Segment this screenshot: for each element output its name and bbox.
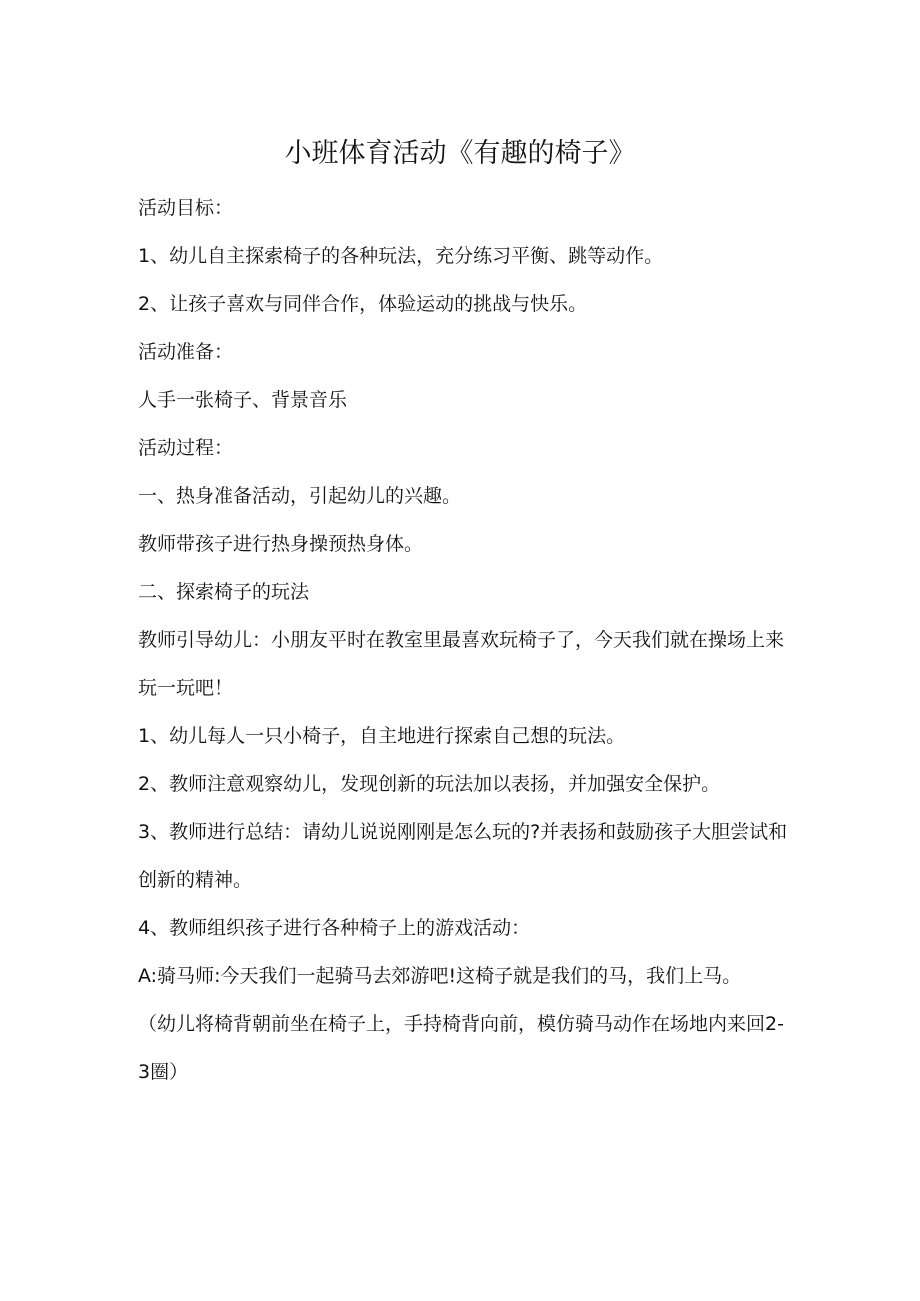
game-a-text: A:骑马师:今天我们一起骑马去郊游吧!这椅子就是我们的马，我们上马。	[138, 965, 742, 987]
process-step-1-text: 教师带孩子进行热身操预热身体。	[138, 533, 424, 555]
goal-item-1: 1、幼儿自主探索椅子的各种玩法，充分练习平衡、跳等动作。	[138, 245, 664, 267]
exploration-item-1: 1、幼儿每人一只小椅子，自主地进行探索自己想的玩法。	[138, 725, 626, 747]
teacher-guidance-text: 教师引导幼儿：小朋友平时在教室里最喜欢玩椅子了，今天我们就在操场上来玩一玩吧！	[138, 629, 785, 699]
goal-item-2: 2、让孩子喜欢与同伴合作，体验运动的挑战与快乐。	[138, 293, 588, 315]
game-a-note: （幼儿将椅背朝前坐在椅子上，手持椅背向前，模仿骑马动作在场地内来回2-3圈）	[138, 1013, 784, 1083]
document-title: 小班体育活动《有趣的椅子》	[284, 138, 636, 169]
section-heading-process: 活动过程：	[138, 437, 234, 459]
section-heading-goals: 活动目标：	[138, 197, 234, 219]
exploration-item-3: 3、教师进行总结：请幼儿说说刚刚是怎么玩的?并表扬和鼓励孩子大胆尝试和创新的精神。	[138, 821, 788, 891]
preparation-text: 人手一张椅子、背景音乐	[138, 389, 348, 411]
exploration-item-4: 4、教师组织孩子进行各种椅子上的游戏活动：	[138, 917, 531, 939]
document-body	[138, 184, 788, 1096]
process-step-2-heading: 二、探索椅子的玩法	[138, 581, 310, 603]
process-step-1-heading: 一、热身准备活动，引起幼儿的兴趣。	[138, 485, 462, 507]
section-heading-preparation: 活动准备：	[138, 341, 234, 363]
exploration-item-2: 2、教师注意观察幼儿，发现创新的玩法加以表扬，并加强安全保护。	[138, 773, 721, 795]
